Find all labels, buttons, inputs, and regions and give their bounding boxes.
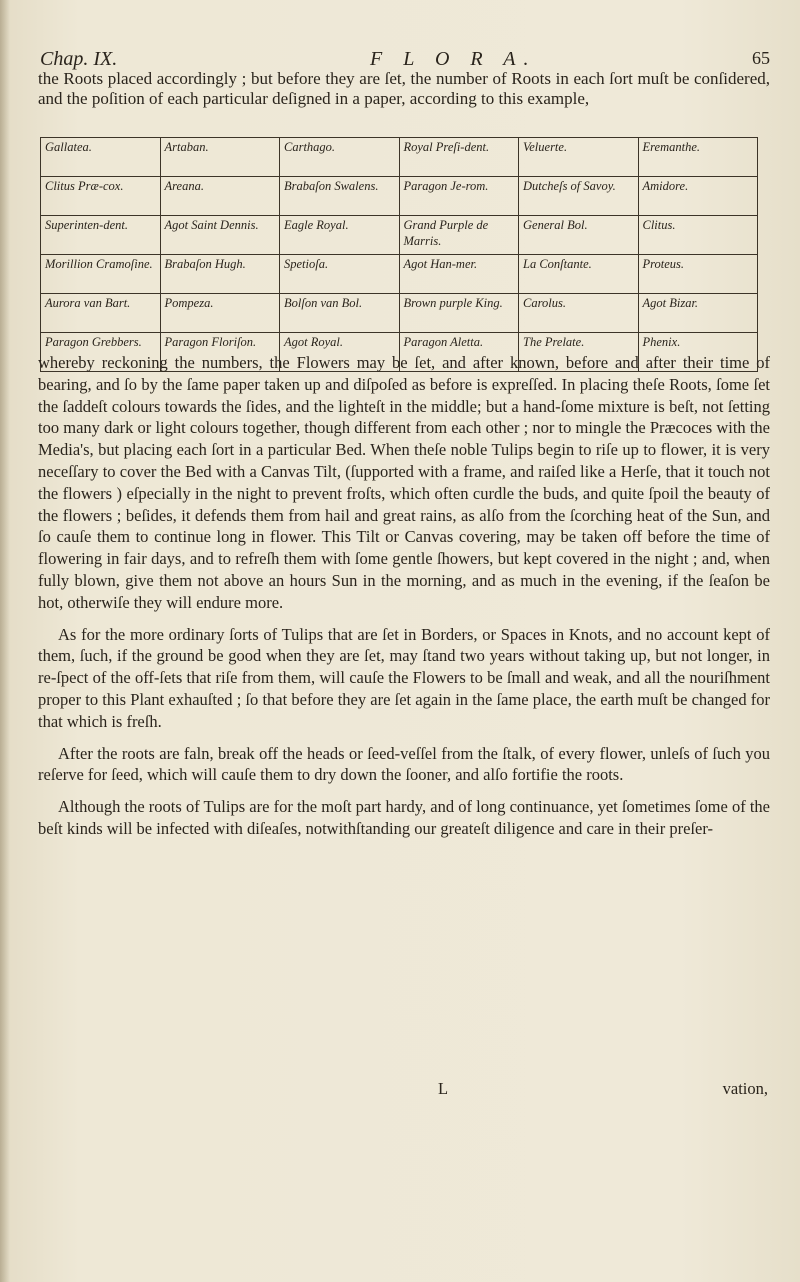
- table-cell: Veluerte.: [519, 138, 639, 177]
- table-cell: Paragon Grebbers.: [41, 333, 161, 372]
- table-cell: Paragon Je-rom.: [399, 177, 519, 216]
- table-cell: Carolus.: [519, 294, 639, 333]
- table-cell: Paragon Aletta.: [399, 333, 519, 372]
- table-row: [41, 177, 758, 216]
- table-cell: Phenix.: [638, 333, 758, 372]
- paragraph: Although the roots of Tulips are for the moſt part hardy, and of long continuance, yet ſometimes ſome of the beſt kinds will be infected with diſeaſes, notwithſtanding our greateſt diligence and care in their preſer-: [38, 797, 770, 838]
- table-cell: Brabaſon Swalens.: [280, 177, 400, 216]
- table-cell: Bolſon van Bol.: [280, 294, 400, 333]
- table-row: [41, 216, 758, 255]
- table-cell: Clitus Præ-cox.: [41, 177, 161, 216]
- table-cell: Proteus.: [638, 255, 758, 294]
- tulip-bed-table: [40, 137, 758, 372]
- signature-mark: L: [438, 1079, 449, 1098]
- paragraph: As for the more ordinary ſorts of Tulips that are ſet in Borders, or Spaces in Knots, and no account kept of them, ſuch, if the ground be good when they are ſet, may ſtand two years without taking up, but not longer, in re-ſpect of the off-ſets that riſe from them, will cauſe the Flowers to be ſmall and weak, and all the nouriſhment proper to this Plant exhauſted ; ſo that before they are ſet again in the ſame place, the earth muſt be changed for that which is freſh.: [38, 624, 770, 731]
- table-row: [41, 138, 758, 177]
- table-cell: Royal Preſi-dent.: [399, 138, 519, 177]
- table-cell: Dutcheſs of Savoy.: [519, 177, 639, 216]
- table-cell: Amidore.: [638, 177, 758, 216]
- catchword: vation,: [722, 1079, 768, 1098]
- table-cell: Clitus.: [638, 216, 758, 255]
- table-cell: General Bol.: [519, 216, 639, 255]
- table-cell: Brown purple King.: [399, 294, 519, 333]
- table-cell: The Prelate.: [519, 333, 639, 372]
- paragraph: whereby reckoning the numbers, the Flowers may be ſet, and after known, before and after their time of bearing, and ſo by the ſame paper taken up and diſpoſed as before is expreſſed. In placing theſe Roots, ſome ſet the ſaddeſt colours towards the ſides, and the lighteſt in the middle; but a hand-ſome mixture is beſt, not ſetting too many dark or light colours together, though different from each other ; nor to mingle the Præcoces with the Media's, but placing each ſort in a particular Bed. When theſe noble Tulips begin to riſe up to flower, it is very neceſſary to cover the Bed with a Canvas Tilt, (ſupported with a frame, and raiſed like a Herſe, that it touch not the flowers ) eſpecially in the night to prevent froſts, which often curdle the buds, and quite ſpoil the beauty of the flowers ; beſides, it defends them from hail and great rains, as alſo from the ſcorching heat of the Sun, and ſo cauſe them to continue long in flower. This Tilt or Canvas covering, may be taken off before the time of flowering in fair days, and to refreſh them with ſome gentle ſhowers, but kept covered in the night ; and, when fully blown, give them not above an hours Sun in the morning, and as much in the evening, if the ſeaſon be hot, otherwiſe they will endure more.: [38, 353, 770, 612]
- table-cell: La Conſtante.: [519, 255, 639, 294]
- table-row: [41, 294, 758, 333]
- page-gutter-shadow: [0, 0, 10, 1282]
- intro-text: the Roots placed accordingly ; but before they are ſet, the number of Roots in each ſort muſt be conſidered, and the poſition of each particular deſigned in a paper, according to this example,: [38, 69, 770, 108]
- table-row: [41, 255, 758, 294]
- table-cell: Morillion Cramoſine.: [41, 255, 161, 294]
- table-cell: Eagle Royal.: [280, 216, 400, 255]
- table-cell: Carthago.: [280, 138, 400, 177]
- running-title: F L O R A.: [370, 48, 537, 70]
- table-cell: Spetioſa.: [280, 255, 400, 294]
- table-cell: Agot Han-mer.: [399, 255, 519, 294]
- table-cell: Pompeza.: [160, 294, 280, 333]
- chapter-label: Chap. IX.: [40, 48, 118, 70]
- table-cell: Artaban.: [160, 138, 280, 177]
- table-cell: Gallatea.: [41, 138, 161, 177]
- table-cell: Areana.: [160, 177, 280, 216]
- page-number: 65: [752, 48, 770, 68]
- table-cell: Aurora van Bart.: [41, 294, 161, 333]
- table-cell: Eremanthe.: [638, 138, 758, 177]
- table-cell: Grand Purple de Marris.: [399, 216, 519, 255]
- table-cell: Paragon Floriſon.: [160, 333, 280, 372]
- paragraph: After the roots are faln, break off the heads or ſeed-veſſel from the ſtalk, of every flower, unleſs of ſuch you reſerve for ſeed, which will cauſe them to dry down the ſooner, and alſo fortifie the roots.: [38, 743, 770, 785]
- table-cell: Agot Saint Dennis.: [160, 216, 280, 255]
- table-cell: Agot Bizar.: [638, 294, 758, 333]
- body-text: [38, 352, 770, 840]
- table-cell: Superinten-dent.: [41, 216, 161, 255]
- table-cell: Agot Royal.: [280, 333, 400, 372]
- table-cell: Brabaſon Hugh.: [160, 255, 280, 294]
